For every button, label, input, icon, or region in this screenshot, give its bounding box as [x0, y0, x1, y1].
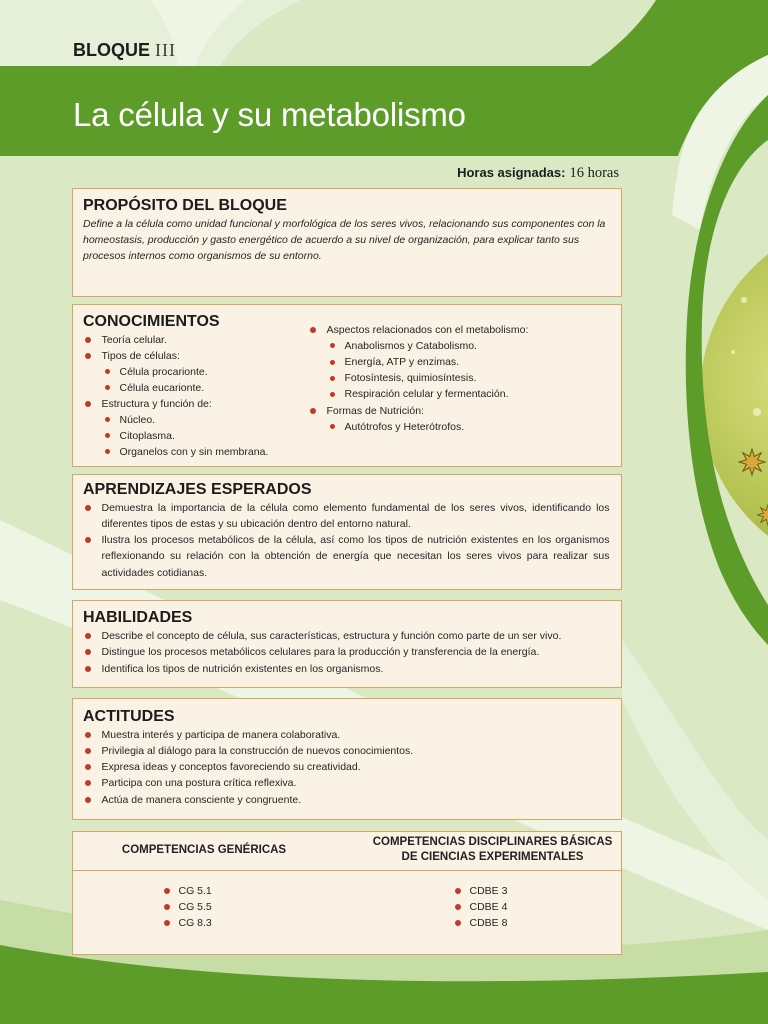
sub-list-item-text: Respiración celular y fermentación.	[344, 388, 509, 401]
competency-code: CDBE 3	[469, 885, 508, 897]
list-item	[85, 775, 610, 791]
sub-list	[105, 412, 300, 460]
competency-code: CG 5.5	[178, 901, 212, 913]
sub-list-item	[330, 370, 610, 386]
competency-code: CG 5.1	[178, 885, 212, 897]
bullet-icon	[105, 385, 110, 390]
competencies-table	[72, 831, 622, 955]
list-item	[85, 332, 300, 348]
list-item	[85, 743, 610, 759]
assigned-hours-value: 16 horas	[569, 165, 619, 181]
sub-list-item	[105, 444, 300, 460]
generic-competencies-list	[164, 883, 212, 931]
competency-code: CG 8.3	[178, 917, 212, 929]
bullet-icon	[330, 360, 335, 365]
sub-list-item-text: Citoplasma.	[119, 429, 175, 442]
list-item-text: Describe el concepto de célula, sus características, estructura y función como parte de un ser vivo.	[101, 629, 562, 642]
expected-learning-section	[72, 474, 622, 590]
sub-list	[105, 364, 300, 396]
expected-learning-list	[85, 500, 610, 581]
assigned-hours	[457, 164, 619, 182]
sub-list-item-text: Núcleo.	[119, 413, 156, 426]
bullet-icon	[310, 327, 316, 333]
bullet-icon	[330, 392, 335, 397]
generic-competencies-header	[73, 843, 335, 858]
list-item	[85, 661, 610, 678]
skills-list	[85, 628, 610, 678]
list-item-text: Formas de Nutrición:	[326, 404, 424, 417]
list-item	[85, 759, 610, 775]
list-item-text: Tipos de células:	[101, 349, 180, 362]
list-item-text: Muestra interés y participa de manera colaborativa.	[101, 728, 341, 741]
sub-list-item	[330, 338, 610, 354]
list-item	[164, 915, 212, 931]
attitudes-title: ACTITUDES	[83, 707, 175, 725]
bullet-icon	[330, 376, 335, 381]
bullet-icon	[85, 353, 91, 359]
sub-list-item-text: Célula procarionte.	[119, 365, 208, 378]
list-item	[85, 644, 610, 661]
bullet-icon	[330, 343, 335, 348]
attitudes-list	[85, 727, 610, 808]
competency-code: CDBE 8	[469, 917, 508, 929]
knowledge-title: CONOCIMIENTOS	[83, 312, 220, 330]
bullet-icon	[85, 748, 91, 754]
competency-code: CDBE 4	[469, 901, 508, 913]
disciplinary-competencies-list	[455, 883, 508, 931]
attitudes-section	[72, 698, 622, 820]
sub-list-item	[105, 364, 300, 380]
list-item-text: Participa con una postura crítica reflexiva.	[101, 777, 297, 790]
bullet-icon	[330, 424, 335, 429]
disciplinary-competencies-header	[364, 835, 622, 865]
disciplinary-header-line: COMPETENCIAS DISCIPLINARES BÁSICAS	[372, 835, 613, 848]
disciplinary-header-line: DE CIENCIAS EXPERIMENTALES	[401, 850, 584, 863]
list-item	[85, 792, 610, 808]
list-item-text: Privilegia al diálogo para la construcción de nuevos conocimientos.	[101, 744, 414, 757]
sub-list-item	[105, 428, 300, 444]
cell-vesicle	[753, 408, 761, 416]
knowledge-list-left	[85, 332, 300, 460]
list-item	[85, 727, 610, 743]
bullet-icon	[105, 369, 110, 374]
bullet-icon	[85, 537, 91, 543]
sub-list-item	[330, 386, 610, 402]
list-item-text: Estructura y función de:	[101, 397, 212, 410]
skills-title: HABILIDADES	[83, 608, 193, 626]
purpose-title: PROPÓSITO DEL BLOQUE	[83, 196, 287, 214]
table-divider	[73, 870, 621, 871]
bullet-icon	[85, 505, 91, 511]
bullet-icon	[85, 780, 91, 786]
list-item	[85, 348, 300, 396]
list-item-text: Demuestra la importancia de la célula como elemento fundamental de los seres vivos, identificando los diferentes tipos de estas y su ubicación dentro del entorno natural.	[101, 501, 610, 530]
list-item	[455, 915, 508, 931]
sub-list-item-text: Autótrofos y Heterótrofos.	[344, 420, 465, 433]
bullet-icon	[85, 764, 91, 770]
sub-list-item	[105, 380, 300, 396]
bullet-icon	[85, 401, 91, 407]
list-item	[164, 883, 212, 899]
bullet-icon	[164, 920, 170, 926]
sub-list-item-text: Organelos con y sin membrana.	[119, 445, 269, 458]
bullet-icon	[85, 649, 91, 655]
bullet-icon	[455, 904, 461, 910]
organelle-icon	[739, 449, 765, 475]
list-item-text: Ilustra los procesos metabólicos de la célula, así como los tipos de nutrición existentes en los organismos reflexionando su relación con la obtención de energía que necesitan los seres vivos para realizar sus actividades cotidianas.	[101, 534, 610, 579]
list-item-text: Actúa de manera consciente y congruente.	[101, 793, 302, 806]
bullet-icon	[85, 666, 91, 672]
list-item	[310, 322, 610, 403]
list-item-text: Distingue los procesos metabólicos celulares para la producción y transferencia de la energía.	[101, 646, 540, 658]
sub-list-item	[330, 419, 610, 435]
list-item	[85, 396, 300, 460]
expected-learning-title: APRENDIZAJES ESPERADOS	[83, 480, 312, 498]
purpose-section	[72, 188, 622, 297]
list-item	[164, 899, 212, 915]
bullet-icon	[105, 417, 110, 422]
cell-vesicle	[741, 297, 747, 303]
list-item-text: Teoría celular.	[101, 333, 167, 346]
skills-section	[72, 600, 622, 688]
sub-list-item	[330, 354, 610, 370]
block-label	[73, 39, 176, 61]
bullet-icon	[164, 888, 170, 894]
bullet-icon	[310, 408, 316, 414]
bullet-icon	[455, 920, 461, 926]
bullet-icon	[164, 904, 170, 910]
sub-list	[330, 338, 610, 403]
generic-competencies-header-text: COMPETENCIAS GENÉRICAS	[121, 844, 287, 856]
bullet-icon	[85, 797, 91, 803]
sub-list-item-text: Energía, ATP y enzimas.	[344, 355, 460, 368]
sub-list-item-text: Fotosíntesis, quimiosíntesis.	[344, 372, 477, 385]
sub-list-item-text: Célula eucarionte.	[119, 381, 205, 394]
bullet-icon	[105, 433, 110, 438]
list-item-text: Identifica los tipos de nutrición existentes en los organismos.	[101, 662, 384, 675]
bullet-icon	[105, 449, 110, 454]
list-item	[310, 403, 610, 435]
assigned-hours-label: Horas asignadas:	[457, 165, 566, 180]
list-item	[455, 883, 508, 899]
list-item	[85, 532, 610, 581]
sub-list-item-text: Anabolismos y Catabolismo.	[344, 339, 477, 352]
block-number: III	[155, 40, 176, 60]
list-item	[85, 500, 610, 533]
bullet-icon	[85, 633, 91, 639]
sub-list-item	[105, 412, 300, 428]
list-item-text: Expresa ideas y conceptos favoreciendo su creatividad.	[101, 761, 361, 773]
sub-list	[330, 419, 610, 435]
list-item-text: Aspectos relacionados con el metabolismo:	[326, 323, 529, 336]
purpose-text: Define a la célula como unidad funcional y morfológica de los seres vivos, relacionando sus componentes con la homeostasis, producción y gasto energético de acuerdo a su nivel de organización, para explicar tanto sus procesos internos como organismos de su entorno.	[83, 217, 606, 262]
list-item	[455, 899, 508, 915]
bullet-icon	[85, 732, 91, 738]
block-label-text: BLOQUE	[73, 40, 151, 60]
bullet-icon	[455, 888, 461, 894]
cell-vesicle	[731, 350, 735, 354]
page-title: La célula y su metabolismo	[73, 96, 466, 133]
list-item	[85, 628, 610, 645]
bullet-icon	[85, 337, 91, 343]
knowledge-list-right	[310, 322, 610, 435]
knowledge-section	[72, 304, 622, 467]
